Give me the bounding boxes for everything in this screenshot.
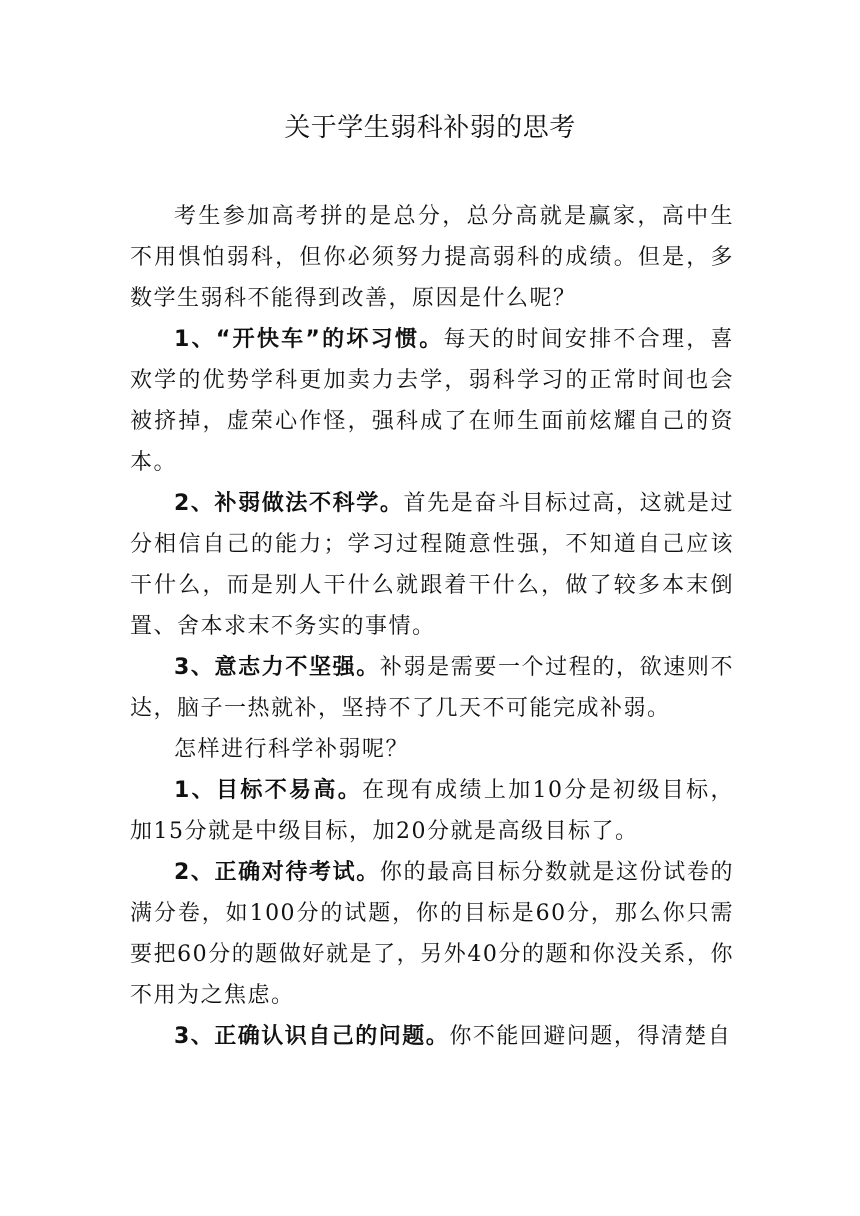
paragraph-text: 补弱是需要一个过程的，欲速则不达，脑子一热就补，坚持不了几天不可能完成补弱。 — [130, 655, 734, 721]
paragraph-text: 在现有成绩上加10分是初级目标，加15分就是中级目标，加20分就是高级目标了。 — [130, 778, 734, 844]
paragraph-heading: 2、补弱做法不科学。 — [174, 491, 404, 516]
paragraph-heading: 1、“开快车”的坏习惯。 — [174, 327, 444, 352]
paragraph-text: 每天的时间安排不合理，喜欢学的优势学科更加卖力去学，弱科学习的正常时间也会被挤掉，虚荣心作怪，强科成了在师生面前炫耀自己的资本。 — [130, 327, 734, 475]
paragraph-reason-3 — [130, 647, 734, 729]
paragraph-reason-1 — [130, 319, 734, 483]
paragraph-text: 你的最高目标分数就是这份试卷的满分卷，如100分的试题，你的目标是60分，那么你只需要把60分的题做好就是了，另外40分的题和你没关系，你不用为之焦虑。 — [130, 860, 734, 1008]
paragraph-reason-2 — [130, 483, 734, 647]
paragraph-method-3 — [130, 1016, 734, 1057]
paragraph-heading: 3、意志力不坚强。 — [174, 655, 380, 680]
paragraph-heading: 2、正确对待考试。 — [174, 860, 380, 885]
page-title: 关于学生弱科补弱的思考 — [284, 113, 576, 143]
paragraph-question — [130, 729, 734, 770]
paragraph-text: 考生参加高考拼的是总分，总分高就是赢家，高中生不用惧怕弱科，但你必须努力提高弱科的成绩。但是，多数学生弱科不能得到改善，原因是什么呢？ — [130, 204, 734, 311]
paragraph-heading: 3、正确认识自己的问题。 — [174, 1024, 450, 1049]
paragraph-intro — [130, 196, 734, 319]
paragraph-method-1 — [130, 770, 734, 852]
paragraph-heading: 1、目标不易高。 — [174, 778, 363, 803]
paragraph-method-2 — [130, 852, 734, 1016]
paragraph-text: 你不能回避问题，得清楚自 — [449, 1024, 732, 1049]
paragraph-text: 首先是奋斗目标过高，这就是过分相信自己的能力；学习过程随意性强，不知道自己应该干什么，而是别人干什么就跟着干什么，做了较多本末倒置、舍本求末不务实的事情。 — [130, 491, 734, 639]
paragraph-text: 怎样进行科学补弱呢？ — [174, 737, 410, 762]
document-body — [130, 196, 734, 1057]
